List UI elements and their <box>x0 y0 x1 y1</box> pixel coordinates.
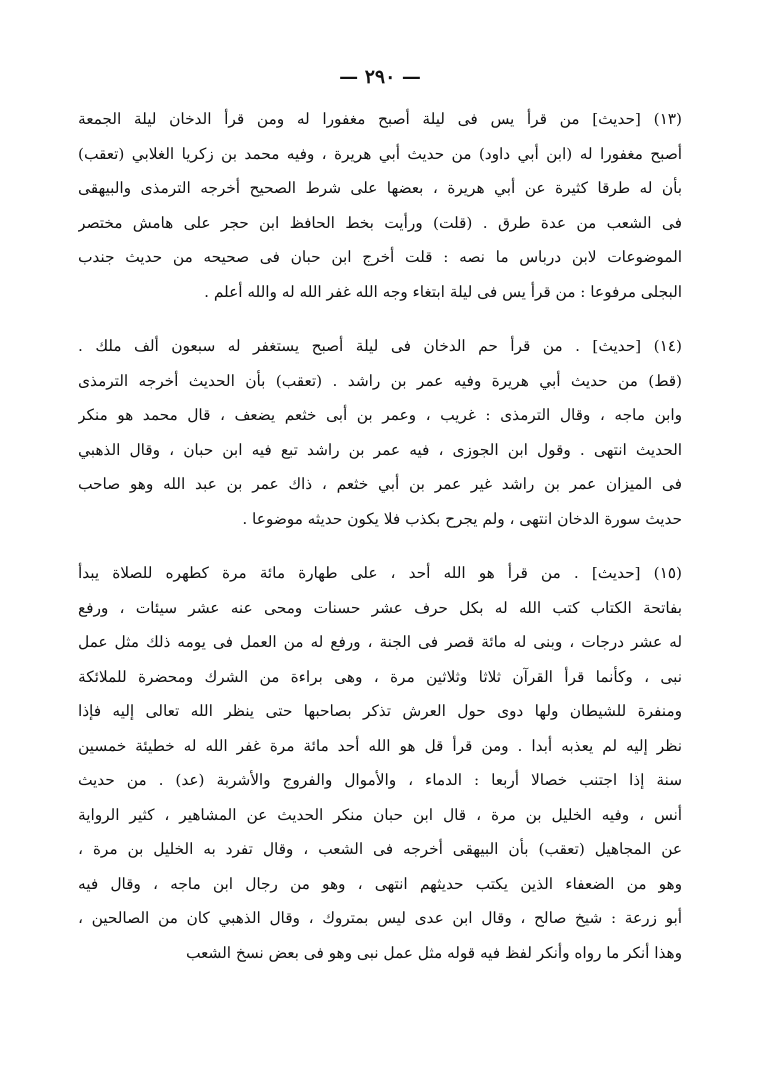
text-line: له عشر درجات ، وبنى له مائة قصر فى الجنة ، ورفع له من العمل فى يومه ذلك مثل عمل <box>78 633 682 651</box>
text-line: وهذا أنكر ما رواه وأنكر لفظ فيه قوله مثل عمل نبى وهو فى بعض نسخ الشعب <box>186 943 682 962</box>
paragraph-hadith-13 <box>78 102 682 309</box>
text-line: نظر إليه لم يعذبه أبدا . ومن قرأ قل هو الله أحد مائة مرة غفر الله له خطيئة خمسين <box>78 736 682 755</box>
text-line: فى الميزان عمر بن راشد غير عمر بن أبي خثعم ، ذاك عمر بن عبد الله وهو صاحب <box>78 475 682 493</box>
text-line: حديث سورة الدخان انتهى ، ولم يجرح بكذب فلا يكون حديثه موضوعا . <box>242 509 682 528</box>
text-line: وابن ماجه ، وقال الترمذى : غريب ، وعمر بن أبى خثعم يضعف ، قال محمد هو منكر <box>78 406 682 424</box>
text-line: أبو زرعة : شيخ صالح ، وقال ابن عدى ليس بمتروك ، وقال الذهبي كان من الصالحين ، <box>78 909 682 927</box>
text-line: أنس ، وفيه الخليل بن مرة ، قال ابن حبان منكر الحديث عن المشاهير ، كثير الرواية <box>78 805 682 824</box>
paragraph-hadith-15 <box>78 556 682 970</box>
text-line: الحديث انتهى . وقول ابن الجوزى ، فيه عمر بن راشد تبع فيه ابن حبان ، وقال الذهبي <box>78 440 682 459</box>
text-line: نبى ، وكأنما قرأ القرآن ثلاثا وثلاثين مرة ، وهى براءة من الشرك ومحضرة للملائكة <box>78 667 682 686</box>
text-line: بفاتحة الكتاب كتب الله له بكل حرف عشر حسنات ومحى عنه عشر سيئات ، ورفع <box>78 598 682 617</box>
text-line: وهو من الضعفاء الذين يكتب حديثهم انتهى ، وهو من رجال ابن ماجه ، وقال فيه <box>78 874 682 893</box>
text-line: فى الشعب من عدة طرق . (قلت) ورأيت بخط الحافظ ابن حجر على هامش مختصر <box>78 213 682 232</box>
text-line: أصبح مغفورا له (ابن أبي داود) من حديث أبي هريرة ، وفيه محمد بن زكريا الغلابي (تعقب) <box>78 144 682 163</box>
text-line: عن المجاهيل (تعقب) بأن البيهقى أخرجه فى الشعب ، وقال تفرد به الخليل بن مرة ، <box>78 840 682 858</box>
text-line: الموضوعات لابن درباس ما نصه : قلت أخرج ابن حبان فى صحيحه من حديث جندب <box>78 248 682 266</box>
text-line: سنة إذا اجتنب خصالا أربعا : الدماء ، والأموال والفروج والأشربة (عد) . من حديث <box>78 771 682 789</box>
paragraph-hadith-14 <box>78 329 682 536</box>
text-line: ومنفرة للشيطان ولها دوى حول العرش تذكر بصاحبها حتى ينظر الله تعالى إليه فإذا <box>78 702 682 720</box>
text-line: البجلى مرفوعا : من قرأ يس فى ليلة ابتغاء وجه الله غفر الله له والله أعلم . <box>204 282 682 301</box>
page-number: — ٢٩٠ — <box>339 66 421 88</box>
text-line: (قط) من حديث أبي هريرة وفيه عمر بن راشد . (تعقب) بأن الحديث أخرجه الترمذى <box>78 371 682 390</box>
text-line: (١٥) [حديث] . من قرأ هو الله أحد ، على طهارة مائة مرة كطهره للصلاة يبدأ <box>78 564 682 582</box>
text-line: (١٤) [حديث] . من قرأ حم الدخان فى ليلة أصبح يستغفر له سبعون ألف ملك . <box>78 337 682 355</box>
text-line: بأن له طرقا كثيرة عن أبي هريرة ، بعضها على شرط الصحيح أخرجه الترمذى والبيهقى <box>78 179 682 197</box>
text-line: (١٣) [حديث] من قرأ يس فى ليلة أصبح مغفورا له ومن قرأ الدخان ليلة الجمعة <box>78 110 682 128</box>
